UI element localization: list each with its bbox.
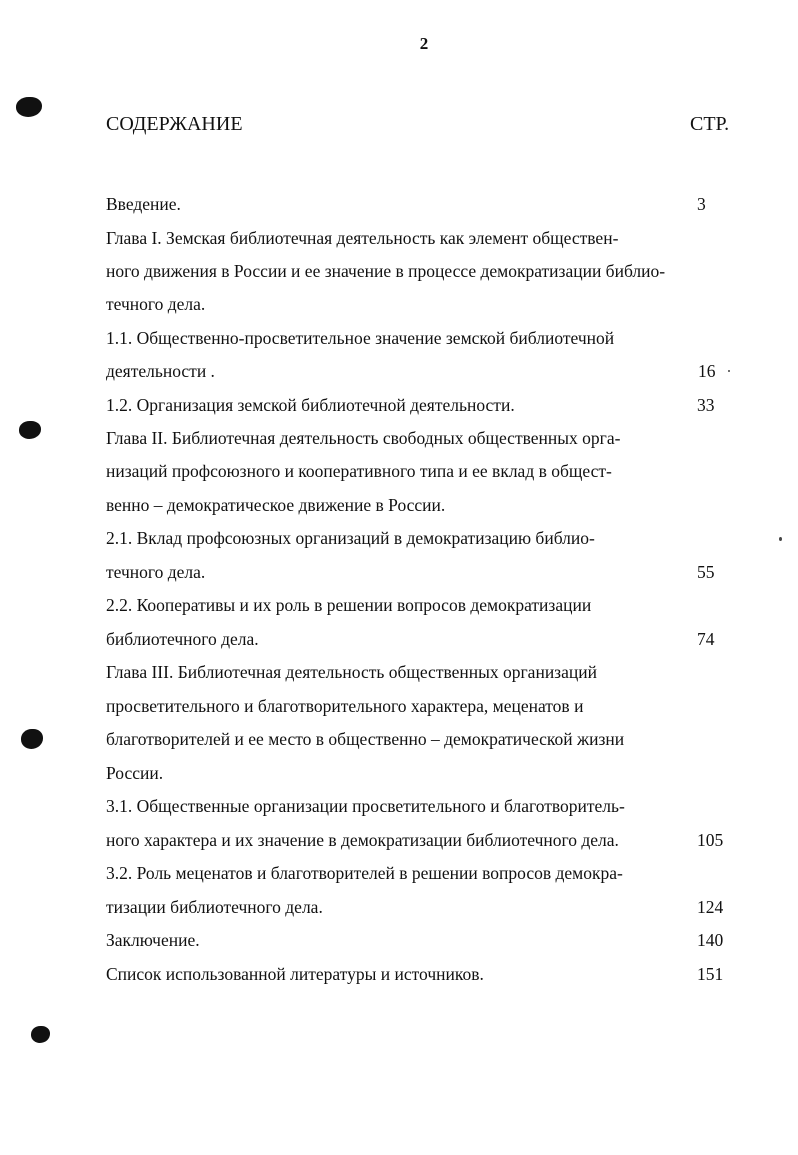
toc-line: ного характера и их значение в демократизации библиотечного дела. xyxy=(106,830,619,850)
toc-line: течного дела. xyxy=(106,562,206,582)
toc-line: 2.2. Кооперативы и их роль в решении вопросов демократизации xyxy=(106,595,592,615)
toc-page-number: 3 xyxy=(697,194,706,214)
toc-page-number: 16 xyxy=(698,361,716,381)
toc-line: Глава III. Библиотечная деятельность общественных организаций xyxy=(106,662,597,682)
toc-line: ного движения в России и ее значение в процессе демократизации библио- xyxy=(106,261,666,281)
toc-line: Введение. xyxy=(106,194,181,214)
toc-line: тизации библиотечного дела. xyxy=(106,897,323,917)
toc-page-number: 140 xyxy=(697,930,724,950)
punch-hole-mark xyxy=(16,97,42,117)
toc-line: 3.1. Общественные организации просветительного и благотворитель- xyxy=(106,796,625,816)
toc-line: венно – демократическое движение в России. xyxy=(106,495,446,515)
toc-page-number: 124 xyxy=(697,897,724,917)
toc-page-number: 151 xyxy=(697,964,724,984)
scan-speck xyxy=(728,370,730,372)
toc-line: 1.1. Общественно-просветительное значение земской библиотечной xyxy=(106,328,615,348)
toc-page-column-header: СТР. xyxy=(690,113,730,135)
toc-title: СОДЕРЖАНИЕ xyxy=(106,113,243,135)
page-number: 2 xyxy=(419,34,429,53)
toc-page-number: 33 xyxy=(697,395,715,415)
toc-line: низаций профсоюзного и кооперативного типа и ее вклад в общест- xyxy=(106,461,612,481)
toc-line: деятельности . xyxy=(106,361,215,381)
toc-line: благотворителей и ее место в общественно – демократической жизни xyxy=(106,729,625,749)
toc-page-number: 105 xyxy=(697,830,724,850)
toc-line: 2.1. Вклад профсоюзных организаций в демократизацию библио- xyxy=(106,528,595,548)
toc-line: просветительного и благотворительного характера, меценатов и xyxy=(106,696,584,716)
toc-line: Глава I. Земская библиотечная деятельность как элемент обществен- xyxy=(106,228,619,248)
toc-line: библиотечного дела. xyxy=(106,629,259,649)
toc-page-number: 55 xyxy=(697,562,715,582)
toc-line: Заключение. xyxy=(106,930,200,950)
punch-hole-mark xyxy=(19,421,41,439)
toc-line: Список использованной литературы и источников. xyxy=(106,964,484,984)
toc-line: Глава II. Библиотечная деятельность свободных общественных орга- xyxy=(106,428,621,448)
punch-hole-mark xyxy=(31,1026,50,1043)
toc-line: течного дела. xyxy=(106,294,206,314)
punch-hole-mark xyxy=(21,729,43,749)
scan-speck xyxy=(779,537,782,541)
toc-line: России. xyxy=(106,763,164,783)
toc-line: 1.2. Организация земской библиотечной деятельности. xyxy=(106,395,515,415)
toc-line: 3.2. Роль меценатов и благотворителей в решении вопросов демокра- xyxy=(106,863,623,883)
toc-page-number: 74 xyxy=(697,629,715,649)
